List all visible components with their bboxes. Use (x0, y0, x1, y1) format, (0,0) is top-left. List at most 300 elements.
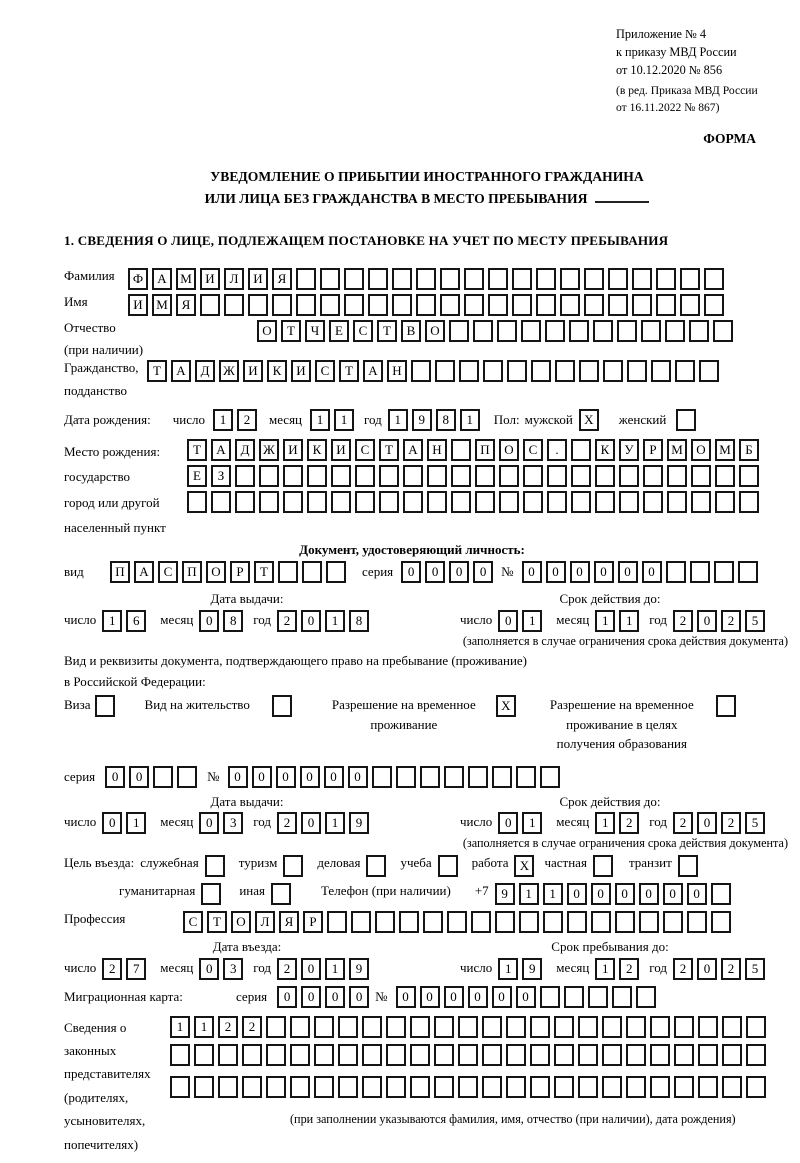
char-cell[interactable]: О (257, 320, 277, 342)
char-cell[interactable]: 2 (673, 812, 693, 834)
purpose-work-checkbox[interactable] (508, 855, 538, 877)
char-cell[interactable]: Т (339, 360, 359, 382)
char-cell[interactable]: 0 (199, 610, 219, 632)
purpose-humanitarian-checkbox[interactable] (195, 883, 225, 905)
char-cell[interactable]: 1 (102, 610, 122, 632)
char-cell[interactable] (278, 561, 298, 583)
char-cell[interactable]: 0 (697, 958, 717, 980)
char-cell[interactable] (403, 465, 423, 487)
char-cell[interactable]: М (176, 268, 196, 290)
char-cell[interactable] (344, 294, 364, 316)
char-cell[interactable] (368, 268, 388, 290)
char-cell[interactable]: М (667, 439, 687, 461)
char-cell[interactable] (691, 491, 711, 513)
char-cell[interactable] (560, 268, 580, 290)
char-cell[interactable]: И (243, 360, 263, 382)
char-cell[interactable]: 0 (449, 561, 469, 583)
doc-series-cells[interactable] (401, 561, 497, 583)
char-cell[interactable] (554, 1044, 574, 1066)
char-cell[interactable] (307, 491, 327, 513)
char-cell[interactable] (488, 268, 508, 290)
char-cell[interactable] (314, 1016, 334, 1038)
char-cell[interactable] (248, 294, 268, 316)
char-cell[interactable] (272, 294, 292, 316)
char-cell[interactable] (290, 1016, 310, 1038)
char-cell[interactable] (536, 268, 556, 290)
char-cell[interactable] (591, 911, 611, 933)
residence-issue-year-cells[interactable] (277, 812, 373, 834)
char-cell[interactable]: К (267, 360, 287, 382)
char-cell[interactable] (547, 491, 567, 513)
char-cell[interactable] (602, 1044, 622, 1066)
char-cell[interactable] (392, 268, 412, 290)
char-cell[interactable]: X (496, 695, 516, 717)
char-cell[interactable]: 1 (543, 883, 563, 905)
passport-valid-month-cells[interactable] (595, 610, 643, 632)
char-cell[interactable] (427, 465, 447, 487)
char-cell[interactable] (569, 320, 589, 342)
char-cell[interactable]: 2 (721, 958, 741, 980)
char-cell[interactable] (331, 465, 351, 487)
char-cell[interactable] (619, 491, 639, 513)
char-cell[interactable]: 0 (301, 812, 321, 834)
char-cell[interactable] (584, 268, 604, 290)
char-cell[interactable]: 2 (721, 610, 741, 632)
char-cell[interactable] (626, 1076, 646, 1098)
char-cell[interactable] (435, 360, 455, 382)
char-cell[interactable]: 0 (498, 610, 518, 632)
representatives-cells-row3[interactable] (170, 1076, 770, 1098)
char-cell[interactable] (355, 465, 375, 487)
char-cell[interactable]: 0 (642, 561, 662, 583)
migration-number-cells[interactable] (396, 986, 660, 1008)
char-cell[interactable] (296, 268, 316, 290)
residence-issue-day-cells[interactable] (102, 812, 150, 834)
char-cell[interactable]: 1 (498, 958, 518, 980)
char-cell[interactable] (362, 1076, 382, 1098)
char-cell[interactable] (626, 1016, 646, 1038)
char-cell[interactable] (506, 1076, 526, 1098)
char-cell[interactable]: Т (207, 911, 227, 933)
char-cell[interactable] (651, 360, 671, 382)
char-cell[interactable] (464, 294, 484, 316)
char-cell[interactable]: 0 (276, 766, 296, 788)
char-cell[interactable] (704, 294, 724, 316)
char-cell[interactable] (338, 1076, 358, 1098)
char-cell[interactable]: 6 (126, 610, 146, 632)
char-cell[interactable]: 0 (591, 883, 611, 905)
char-cell[interactable]: 2 (218, 1016, 238, 1038)
char-cell[interactable] (290, 1044, 310, 1066)
char-cell[interactable]: 0 (129, 766, 149, 788)
char-cell[interactable]: 0 (687, 883, 707, 905)
char-cell[interactable] (636, 986, 656, 1008)
char-cell[interactable] (665, 320, 685, 342)
char-cell[interactable]: Т (379, 439, 399, 461)
char-cell[interactable]: Е (329, 320, 349, 342)
char-cell[interactable] (698, 1044, 718, 1066)
char-cell[interactable] (554, 1076, 574, 1098)
char-cell[interactable]: 0 (618, 561, 638, 583)
char-cell[interactable]: Т (281, 320, 301, 342)
citizenship-cells[interactable] (147, 360, 723, 382)
char-cell[interactable] (656, 294, 676, 316)
char-cell[interactable] (272, 695, 292, 717)
char-cell[interactable]: 0 (468, 986, 488, 1008)
char-cell[interactable] (211, 491, 231, 513)
char-cell[interactable] (266, 1076, 286, 1098)
char-cell[interactable]: 2 (242, 1016, 262, 1038)
char-cell[interactable] (584, 294, 604, 316)
char-cell[interactable] (674, 1016, 694, 1038)
char-cell[interactable] (458, 1016, 478, 1038)
char-cell[interactable] (722, 1016, 742, 1038)
char-cell[interactable]: 0 (324, 766, 344, 788)
char-cell[interactable]: 0 (401, 561, 421, 583)
char-cell[interactable] (674, 1044, 694, 1066)
char-cell[interactable] (368, 294, 388, 316)
char-cell[interactable]: 0 (444, 986, 464, 1008)
char-cell[interactable] (617, 320, 637, 342)
char-cell[interactable] (650, 1016, 670, 1038)
char-cell[interactable] (440, 294, 460, 316)
char-cell[interactable] (314, 1076, 334, 1098)
char-cell[interactable] (482, 1016, 502, 1038)
char-cell[interactable]: 1 (310, 409, 330, 431)
char-cell[interactable] (667, 465, 687, 487)
char-cell[interactable]: Ч (305, 320, 325, 342)
char-cell[interactable] (451, 439, 471, 461)
char-cell[interactable]: Л (224, 268, 244, 290)
passport-valid-year-cells[interactable] (673, 610, 769, 632)
char-cell[interactable]: 2 (277, 958, 297, 980)
char-cell[interactable]: Т (147, 360, 167, 382)
char-cell[interactable]: 5 (745, 958, 765, 980)
option-residence-permit-checkbox[interactable] (272, 695, 296, 717)
purpose-private-checkbox[interactable] (587, 855, 617, 877)
char-cell[interactable]: 1 (595, 958, 615, 980)
char-cell[interactable] (475, 465, 495, 487)
char-cell[interactable] (578, 1044, 598, 1066)
char-cell[interactable] (632, 294, 652, 316)
char-cell[interactable] (667, 491, 687, 513)
char-cell[interactable] (722, 1044, 742, 1066)
char-cell[interactable] (153, 766, 173, 788)
char-cell[interactable] (447, 911, 467, 933)
char-cell[interactable] (704, 268, 724, 290)
char-cell[interactable]: И (291, 360, 311, 382)
char-cell[interactable]: 5 (745, 812, 765, 834)
char-cell[interactable] (331, 491, 351, 513)
passport-issue-month-cells[interactable] (199, 610, 247, 632)
char-cell[interactable] (678, 855, 698, 877)
birthplace-cells-row3[interactable] (187, 491, 763, 513)
char-cell[interactable]: Е (187, 465, 207, 487)
char-cell[interactable]: И (331, 439, 351, 461)
char-cell[interactable] (403, 491, 423, 513)
char-cell[interactable] (283, 491, 303, 513)
char-cell[interactable]: Р (230, 561, 250, 583)
char-cell[interactable] (530, 1044, 550, 1066)
char-cell[interactable]: А (363, 360, 383, 382)
char-cell[interactable] (386, 1076, 406, 1098)
doc-number-cells[interactable] (522, 561, 762, 583)
char-cell[interactable] (578, 1016, 598, 1038)
char-cell[interactable] (711, 911, 731, 933)
char-cell[interactable] (619, 465, 639, 487)
char-cell[interactable] (302, 561, 322, 583)
char-cell[interactable]: . (547, 439, 567, 461)
char-cell[interactable] (314, 1044, 334, 1066)
char-cell[interactable] (396, 766, 416, 788)
char-cell[interactable] (242, 1076, 262, 1098)
char-cell[interactable]: 1 (325, 812, 345, 834)
char-cell[interactable]: А (152, 268, 172, 290)
char-cell[interactable]: 0 (300, 766, 320, 788)
char-cell[interactable] (499, 465, 519, 487)
char-cell[interactable] (495, 911, 515, 933)
char-cell[interactable]: И (128, 294, 148, 316)
char-cell[interactable] (698, 1076, 718, 1098)
char-cell[interactable] (444, 766, 464, 788)
char-cell[interactable]: К (307, 439, 327, 461)
char-cell[interactable]: 9 (495, 883, 515, 905)
birth-year-cells[interactable] (388, 409, 484, 431)
char-cell[interactable]: 5 (745, 610, 765, 632)
birthplace-cells-row2[interactable] (187, 465, 763, 487)
char-cell[interactable] (464, 268, 484, 290)
purpose-official-checkbox[interactable] (199, 855, 229, 877)
char-cell[interactable]: 0 (546, 561, 566, 583)
char-cell[interactable]: Я (272, 268, 292, 290)
char-cell[interactable] (355, 491, 375, 513)
char-cell[interactable] (475, 491, 495, 513)
char-cell[interactable]: Р (643, 439, 663, 461)
birthplace-cells-row1[interactable] (187, 439, 763, 461)
entry-day-cells[interactable] (102, 958, 150, 980)
char-cell[interactable]: 1 (325, 958, 345, 980)
char-cell[interactable]: О (691, 439, 711, 461)
char-cell[interactable] (593, 320, 613, 342)
char-cell[interactable] (716, 695, 736, 717)
representatives-cells-row2[interactable] (170, 1044, 770, 1066)
char-cell[interactable]: О (206, 561, 226, 583)
char-cell[interactable]: Т (187, 439, 207, 461)
char-cell[interactable] (194, 1044, 214, 1066)
char-cell[interactable] (663, 911, 683, 933)
char-cell[interactable] (427, 491, 447, 513)
char-cell[interactable] (540, 986, 560, 1008)
char-cell[interactable] (200, 294, 220, 316)
char-cell[interactable] (593, 855, 613, 877)
char-cell[interactable] (650, 1076, 670, 1098)
char-cell[interactable]: 1 (522, 610, 542, 632)
char-cell[interactable] (411, 360, 431, 382)
char-cell[interactable]: В (401, 320, 421, 342)
char-cell[interactable] (375, 911, 395, 933)
char-cell[interactable] (471, 911, 491, 933)
char-cell[interactable] (521, 320, 541, 342)
char-cell[interactable]: 1 (213, 409, 233, 431)
char-cell[interactable] (194, 1076, 214, 1098)
char-cell[interactable] (746, 1044, 766, 1066)
char-cell[interactable] (386, 1044, 406, 1066)
char-cell[interactable]: 0 (498, 812, 518, 834)
char-cell[interactable]: П (182, 561, 202, 583)
char-cell[interactable] (578, 1076, 598, 1098)
char-cell[interactable] (451, 465, 471, 487)
stay-year-cells[interactable] (673, 958, 769, 980)
char-cell[interactable]: Ф (128, 268, 148, 290)
residence-valid-month-cells[interactable] (595, 812, 643, 834)
char-cell[interactable] (523, 491, 543, 513)
char-cell[interactable]: X (579, 409, 599, 431)
char-cell[interactable]: 1 (460, 409, 480, 431)
char-cell[interactable] (449, 320, 469, 342)
char-cell[interactable]: Я (279, 911, 299, 933)
residence-series-cells[interactable] (105, 766, 201, 788)
char-cell[interactable]: 0 (301, 610, 321, 632)
char-cell[interactable]: Б (739, 439, 759, 461)
passport-issue-day-cells[interactable] (102, 610, 150, 632)
char-cell[interactable] (399, 911, 419, 933)
char-cell[interactable]: 1 (522, 812, 542, 834)
char-cell[interactable] (283, 855, 303, 877)
char-cell[interactable]: Л (255, 911, 275, 933)
char-cell[interactable] (379, 491, 399, 513)
char-cell[interactable]: Т (377, 320, 397, 342)
char-cell[interactable] (344, 268, 364, 290)
char-cell[interactable]: О (425, 320, 445, 342)
char-cell[interactable]: X (514, 855, 534, 877)
char-cell[interactable] (746, 1076, 766, 1098)
char-cell[interactable] (680, 294, 700, 316)
char-cell[interactable]: 0 (697, 812, 717, 834)
char-cell[interactable] (602, 1016, 622, 1038)
char-cell[interactable] (536, 294, 556, 316)
char-cell[interactable]: 1 (388, 409, 408, 431)
char-cell[interactable] (650, 1044, 670, 1066)
char-cell[interactable] (715, 465, 735, 487)
char-cell[interactable] (218, 1076, 238, 1098)
char-cell[interactable] (608, 268, 628, 290)
char-cell[interactable]: Д (195, 360, 215, 382)
char-cell[interactable]: 0 (396, 986, 416, 1008)
char-cell[interactable] (560, 294, 580, 316)
char-cell[interactable]: 0 (348, 766, 368, 788)
char-cell[interactable] (362, 1016, 382, 1038)
char-cell[interactable] (516, 766, 536, 788)
char-cell[interactable]: А (171, 360, 191, 382)
char-cell[interactable] (410, 1016, 430, 1038)
char-cell[interactable]: К (595, 439, 615, 461)
char-cell[interactable] (612, 986, 632, 1008)
char-cell[interactable]: 9 (522, 958, 542, 980)
char-cell[interactable] (643, 491, 663, 513)
char-cell[interactable] (739, 465, 759, 487)
char-cell[interactable] (224, 294, 244, 316)
char-cell[interactable]: Ж (219, 360, 239, 382)
sex-male-checkbox[interactable] (579, 409, 603, 431)
char-cell[interactable] (416, 294, 436, 316)
char-cell[interactable] (506, 1016, 526, 1038)
char-cell[interactable] (451, 491, 471, 513)
char-cell[interactable]: 8 (436, 409, 456, 431)
char-cell[interactable]: У (619, 439, 639, 461)
char-cell[interactable]: 2 (277, 610, 297, 632)
char-cell[interactable] (540, 766, 560, 788)
char-cell[interactable] (699, 360, 719, 382)
char-cell[interactable]: 0 (105, 766, 125, 788)
char-cell[interactable] (290, 1076, 310, 1098)
char-cell[interactable]: 0 (199, 812, 219, 834)
char-cell[interactable] (564, 986, 584, 1008)
stay-month-cells[interactable] (595, 958, 643, 980)
char-cell[interactable]: 0 (570, 561, 590, 583)
char-cell[interactable] (271, 883, 291, 905)
char-cell[interactable] (366, 855, 386, 877)
passport-issue-year-cells[interactable] (277, 610, 373, 632)
char-cell[interactable] (691, 465, 711, 487)
char-cell[interactable]: С (353, 320, 373, 342)
char-cell[interactable] (177, 766, 197, 788)
char-cell[interactable] (641, 320, 661, 342)
char-cell[interactable]: Д (235, 439, 255, 461)
char-cell[interactable] (690, 561, 710, 583)
char-cell[interactable] (283, 465, 303, 487)
char-cell[interactable] (242, 1044, 262, 1066)
char-cell[interactable]: И (200, 268, 220, 290)
char-cell[interactable] (543, 911, 563, 933)
stay-day-cells[interactable] (498, 958, 546, 980)
char-cell[interactable]: С (158, 561, 178, 583)
char-cell[interactable] (571, 491, 591, 513)
char-cell[interactable] (326, 561, 346, 583)
purpose-transit-checkbox[interactable] (672, 855, 702, 877)
char-cell[interactable]: 2 (277, 812, 297, 834)
char-cell[interactable] (523, 465, 543, 487)
char-cell[interactable] (482, 1044, 502, 1066)
char-cell[interactable]: С (183, 911, 203, 933)
char-cell[interactable] (235, 465, 255, 487)
char-cell[interactable] (338, 1044, 358, 1066)
char-cell[interactable]: 2 (673, 958, 693, 980)
char-cell[interactable] (579, 360, 599, 382)
char-cell[interactable]: 0 (567, 883, 587, 905)
char-cell[interactable]: 0 (639, 883, 659, 905)
char-cell[interactable] (483, 360, 503, 382)
char-cell[interactable]: 1 (519, 883, 539, 905)
char-cell[interactable] (423, 911, 443, 933)
char-cell[interactable]: И (283, 439, 303, 461)
char-cell[interactable]: Н (427, 439, 447, 461)
char-cell[interactable] (506, 1044, 526, 1066)
char-cell[interactable]: С (315, 360, 335, 382)
char-cell[interactable] (554, 1016, 574, 1038)
char-cell[interactable] (639, 911, 659, 933)
char-cell[interactable] (468, 766, 488, 788)
char-cell[interactable]: 0 (473, 561, 493, 583)
char-cell[interactable]: 1 (334, 409, 354, 431)
char-cell[interactable] (266, 1044, 286, 1066)
char-cell[interactable] (603, 360, 623, 382)
char-cell[interactable]: 0 (420, 986, 440, 1008)
char-cell[interactable]: 1 (170, 1016, 190, 1038)
char-cell[interactable]: 2 (673, 610, 693, 632)
char-cell[interactable] (615, 911, 635, 933)
char-cell[interactable] (458, 1044, 478, 1066)
char-cell[interactable]: 8 (349, 610, 369, 632)
